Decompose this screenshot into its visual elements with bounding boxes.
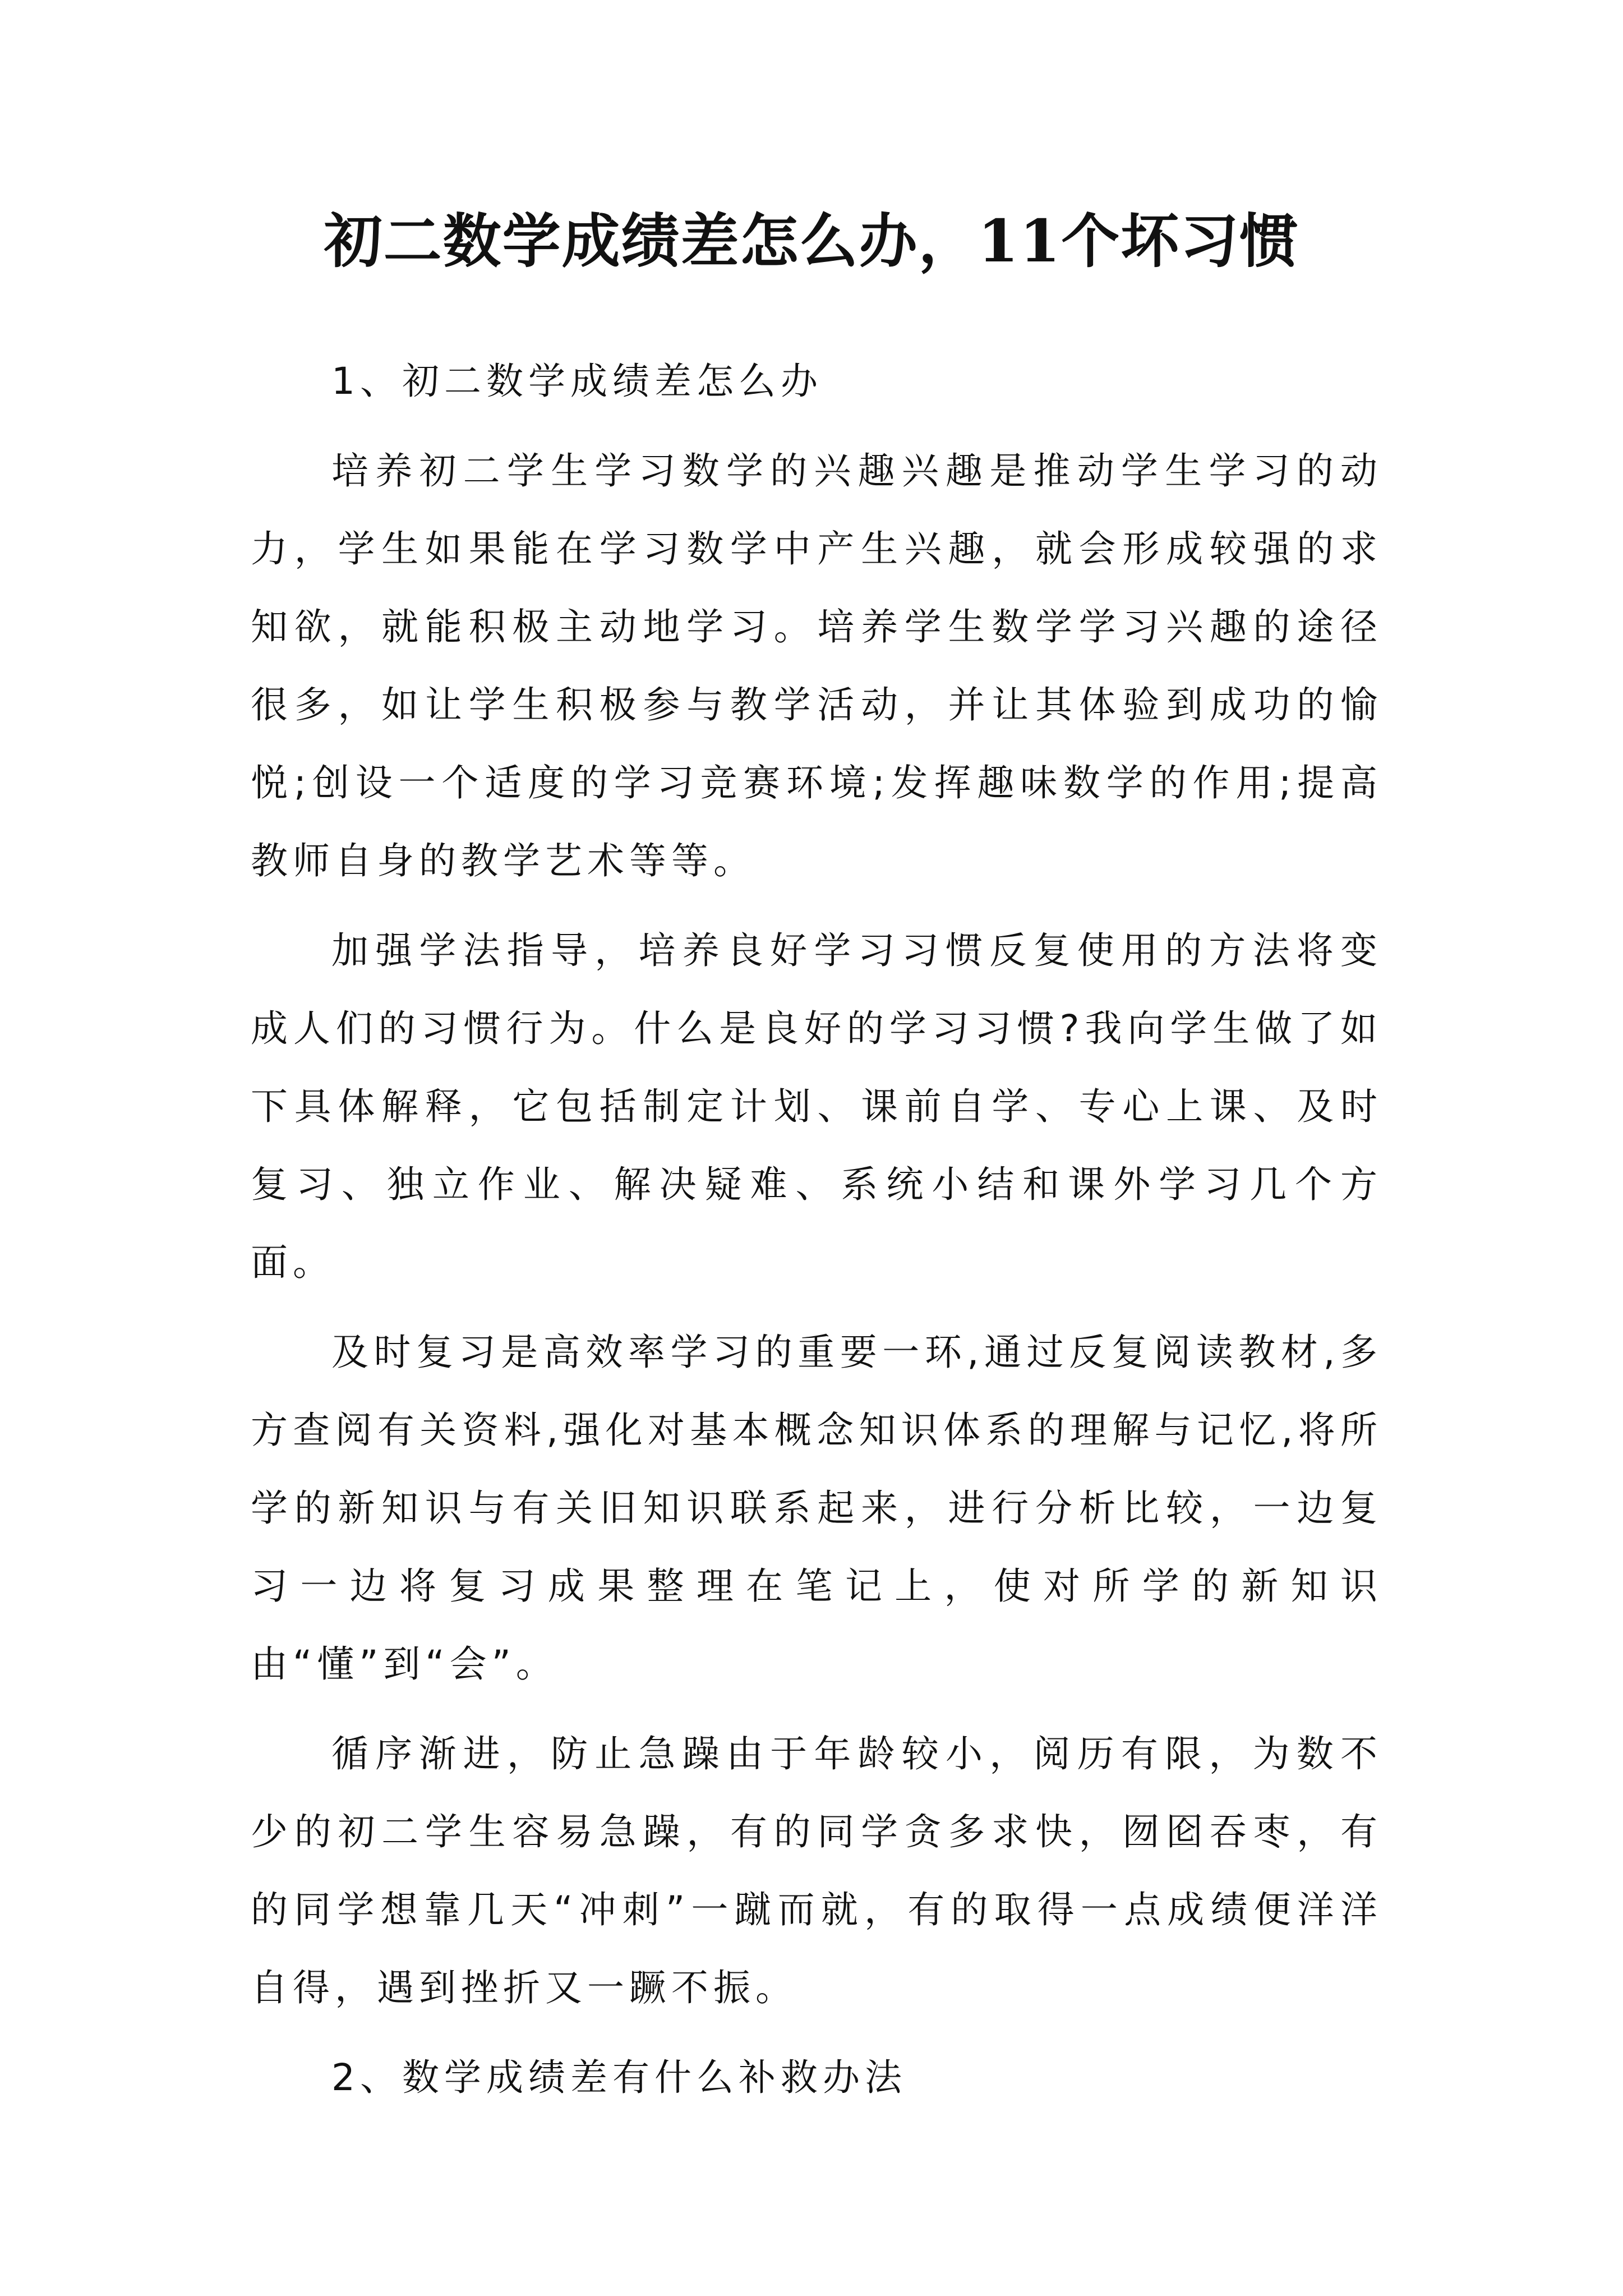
document-body: [251, 342, 1382, 2128]
section-heading: 1、初二数学成绩差怎么办: [331, 360, 823, 403]
paragraph: 培养初二学生学习数学的兴趣兴趣是推动学生学习的动力，学生如果能在学习数学中产生兴趣，就会形成较强的求知欲，就能积极主动地学习。培养学生数学学习兴趣的途径很多，如让学生积极参与教学活动，并让其体验到成功的愉悦;创设一个适度的学习竞赛环境;发挥趣味数学的作用;提高教师自身的教学艺术等等。: [251, 449, 1382, 882]
section-heading: 2、数学成绩差有什么补救办法: [331, 2056, 907, 2099]
paragraph: 及时复习是高效率学习的重要一环,通过反复阅读教材,多方查阅有关资料,强化对基本概念知识体系的理解与记忆,将所学的新知识与有关旧知识联系起来，进行分析比较，一边复习一边将复习成果整理在笔记上，使对所学的新知识由“懂”到“会”。: [251, 1331, 1382, 1686]
paragraph: 循序渐进，防止急躁由于年龄较小，阅历有限，为数不少的初二学生容易急躁，有的同学贪多求快，囫囵吞枣，有的同学想靠几天“冲刺”一蹴而就，有的取得一点成绩便洋洋自得，遇到挫折又一蹶不振。: [251, 1732, 1382, 2009]
paragraph: 加强学法指导，培养良好学习习惯反复使用的方法将变成人们的习惯行为。什么是良好的学习习惯?我向学生做了如下具体解释，它包括制定计划、课前自学、专心上课、及时复习、独立作业、解决疑难、系统小结和课外学习几个方面。: [251, 929, 1382, 1284]
document-title: 初二数学成绩差怎么办，11个坏习惯: [324, 206, 1299, 275]
